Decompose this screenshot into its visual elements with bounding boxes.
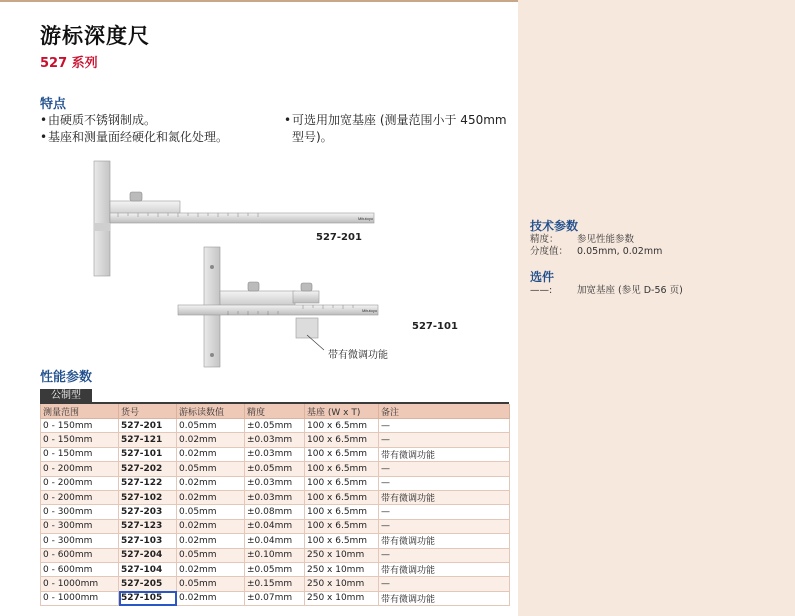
base-bar: [94, 161, 110, 276]
vernier-cell: 0.05mm: [177, 505, 245, 519]
remark-cell: 带有微调功能: [379, 534, 510, 548]
column-header: 基座 (W x T): [305, 404, 379, 419]
bullet: •: [284, 113, 292, 127]
bullet: •: [40, 130, 48, 144]
remark-cell: —: [379, 548, 510, 562]
fine-adjust-screw: [301, 283, 312, 291]
column-header: 货号: [119, 404, 177, 419]
option-row: [530, 285, 683, 297]
range-cell: 0 - 300mm: [41, 534, 119, 548]
code-cell: 527-105: [119, 591, 177, 605]
vernier-cell: 0.02mm: [177, 476, 245, 490]
main-beam: [110, 213, 374, 223]
table-row: [41, 519, 510, 533]
option-feature-line-2: 型号)。: [292, 130, 333, 144]
vernier-cell: 0.02mm: [177, 591, 245, 605]
range-cell: 0 - 600mm: [41, 548, 119, 562]
remark-cell: 带有微调功能: [379, 447, 510, 461]
accuracy-cell: ±0.03mm: [245, 447, 305, 461]
fine-adjust-clamp: [293, 291, 319, 303]
vernier-cell: 0.05mm: [177, 548, 245, 562]
table-row: [41, 505, 510, 519]
spec-row-accuracy: [530, 234, 634, 246]
base-cell: 100 x 6.5mm: [305, 534, 379, 548]
table-row: [41, 476, 510, 490]
base-hole: [210, 265, 214, 269]
code-cell: 527-203: [119, 505, 177, 519]
vernier-cell: 0.05mm: [177, 419, 245, 433]
code-cell: 527-101: [119, 447, 177, 461]
base-cell: 250 x 10mm: [305, 562, 379, 576]
accuracy-cell: ±0.05mm: [245, 562, 305, 576]
remark-cell: 带有微调功能: [379, 490, 510, 504]
code-cell: 527-201: [119, 419, 177, 433]
code-cell: 527-202: [119, 462, 177, 476]
depth-gauge-527-201: [94, 161, 374, 276]
lock-screw: [130, 192, 142, 201]
vernier-cell: 0.02mm: [177, 519, 245, 533]
code-cell: 527-102: [119, 490, 177, 504]
base-hole: [210, 353, 214, 357]
column-header: 精度: [245, 404, 305, 419]
accuracy-cell: ±0.05mm: [245, 419, 305, 433]
table-row: [41, 548, 510, 562]
spec-value: 参见性能参数: [577, 234, 635, 245]
base-shadow: [94, 223, 110, 231]
range-cell: 0 - 600mm: [41, 562, 119, 576]
accuracy-cell: ±0.03mm: [245, 433, 305, 447]
accuracy-cell: ±0.03mm: [245, 476, 305, 490]
range-cell: 0 - 150mm: [41, 419, 119, 433]
column-header: 备注: [379, 404, 510, 419]
performance-heading: 性能参数: [40, 370, 93, 385]
base-cell: 250 x 10mm: [305, 591, 379, 605]
code-cell: 527-122: [119, 476, 177, 490]
range-cell: 0 - 150mm: [41, 433, 119, 447]
fine-adjust-note: 带有微调功能: [328, 350, 388, 361]
table-row: [41, 591, 510, 605]
options-heading: 选件: [530, 270, 555, 284]
vernier-cell: 0.02mm: [177, 534, 245, 548]
accuracy-cell: ±0.10mm: [245, 548, 305, 562]
code-cell: 527-204: [119, 548, 177, 562]
table-body: [41, 419, 510, 606]
range-cell: 0 - 1000mm: [41, 591, 119, 605]
product-illustration: [88, 155, 388, 370]
base-cell: 100 x 6.5mm: [305, 447, 379, 461]
range-cell: 0 - 300mm: [41, 519, 119, 533]
feature-text: 基座和测量面经硬化和氮化处理。: [48, 130, 229, 144]
model-label-527-201: 527-201: [316, 232, 362, 243]
page-title: 游标深度尺: [40, 24, 150, 48]
remark-cell: —: [379, 476, 510, 490]
features-heading: 特点: [40, 97, 67, 112]
remark-cell: —: [379, 419, 510, 433]
base-cell: 100 x 6.5mm: [305, 505, 379, 519]
bullet: •: [40, 113, 48, 127]
code-cell: 527-104: [119, 562, 177, 576]
table-header-row: [41, 404, 510, 419]
column-header: 测量范围: [41, 404, 119, 419]
option-label: ——:: [530, 285, 553, 296]
code-cell: 527-121: [119, 433, 177, 447]
table-row: [41, 534, 510, 548]
remark-cell: —: [379, 433, 510, 447]
code-cell: 527-205: [119, 577, 177, 591]
feature-item-1: [40, 112, 156, 129]
vernier-cell: 0.02mm: [177, 447, 245, 461]
feature-text: 由硬质不锈钢制成。: [48, 113, 157, 127]
accuracy-cell: ±0.08mm: [245, 505, 305, 519]
table-row: [41, 577, 510, 591]
remark-cell: —: [379, 577, 510, 591]
vernier-cell: 0.02mm: [177, 562, 245, 576]
option-value: 加宽基座 (参见 D-56 页): [577, 285, 683, 296]
table-row: [41, 433, 510, 447]
base-cell: 100 x 6.5mm: [305, 462, 379, 476]
remark-cell: —: [379, 462, 510, 476]
accuracy-cell: ±0.04mm: [245, 534, 305, 548]
range-cell: 0 - 150mm: [41, 447, 119, 461]
table-row: [41, 462, 510, 476]
accuracy-cell: ±0.15mm: [245, 577, 305, 591]
remark-cell: —: [379, 519, 510, 533]
vernier-cell: 0.02mm: [177, 433, 245, 447]
base-cell: 250 x 10mm: [305, 577, 379, 591]
base-cell: 250 x 10mm: [305, 548, 379, 562]
table-row: [41, 447, 510, 461]
code-cell: 527-123: [119, 519, 177, 533]
unit-tab-metric: 公制型: [40, 389, 92, 402]
accuracy-cell: ±0.05mm: [245, 462, 305, 476]
accuracy-cell: ±0.07mm: [245, 591, 305, 605]
base-cell: 100 x 6.5mm: [305, 519, 379, 533]
spec-label: 精度：: [530, 234, 559, 245]
brand-mark: Mitutoyo: [362, 308, 378, 313]
option-feature-line-1: 可选用加宽基座 (测量范围小于 450mm: [292, 113, 507, 127]
range-cell: 0 - 300mm: [41, 505, 119, 519]
table-row: [41, 490, 510, 504]
table-row: [41, 419, 510, 433]
spec-row-graduation: [530, 246, 662, 258]
code-cell: 527-103: [119, 534, 177, 548]
vernier-cell: 0.05mm: [177, 577, 245, 591]
model-label-527-101: 527-101: [412, 321, 458, 332]
base-cell: 100 x 6.5mm: [305, 476, 379, 490]
accuracy-cell: ±0.04mm: [245, 519, 305, 533]
remark-cell: 带有微调功能: [379, 591, 510, 605]
brand-mark: Mitutoyo: [358, 216, 374, 221]
base-cell: 100 x 6.5mm: [305, 433, 379, 447]
right-sidebar-panel: [518, 0, 795, 616]
series-subtitle: 527 系列: [40, 56, 98, 71]
column-header: 游标读数值: [177, 404, 245, 419]
remark-cell: 带有微调功能: [379, 562, 510, 576]
range-cell: 0 - 200mm: [41, 476, 119, 490]
range-cell: 0 - 1000mm: [41, 577, 119, 591]
feature-item-2: [40, 129, 228, 146]
range-cell: 0 - 200mm: [41, 462, 119, 476]
specs-heading: 技术参数: [530, 219, 579, 233]
vernier-cell: 0.05mm: [177, 462, 245, 476]
performance-table: [40, 404, 510, 606]
accuracy-cell: ±0.03mm: [245, 490, 305, 504]
option-feature-item: [284, 112, 507, 129]
range-cell: 0 - 200mm: [41, 490, 119, 504]
vernier-cell: 0.02mm: [177, 490, 245, 504]
table-row: [41, 562, 510, 576]
spec-value: 0.05mm, 0.02mm: [577, 246, 663, 257]
lock-screw: [248, 282, 259, 291]
base-cell: 100 x 6.5mm: [305, 419, 379, 433]
spec-label: 分度值：: [530, 246, 569, 257]
base-cell: 100 x 6.5mm: [305, 490, 379, 504]
remark-cell: —: [379, 505, 510, 519]
